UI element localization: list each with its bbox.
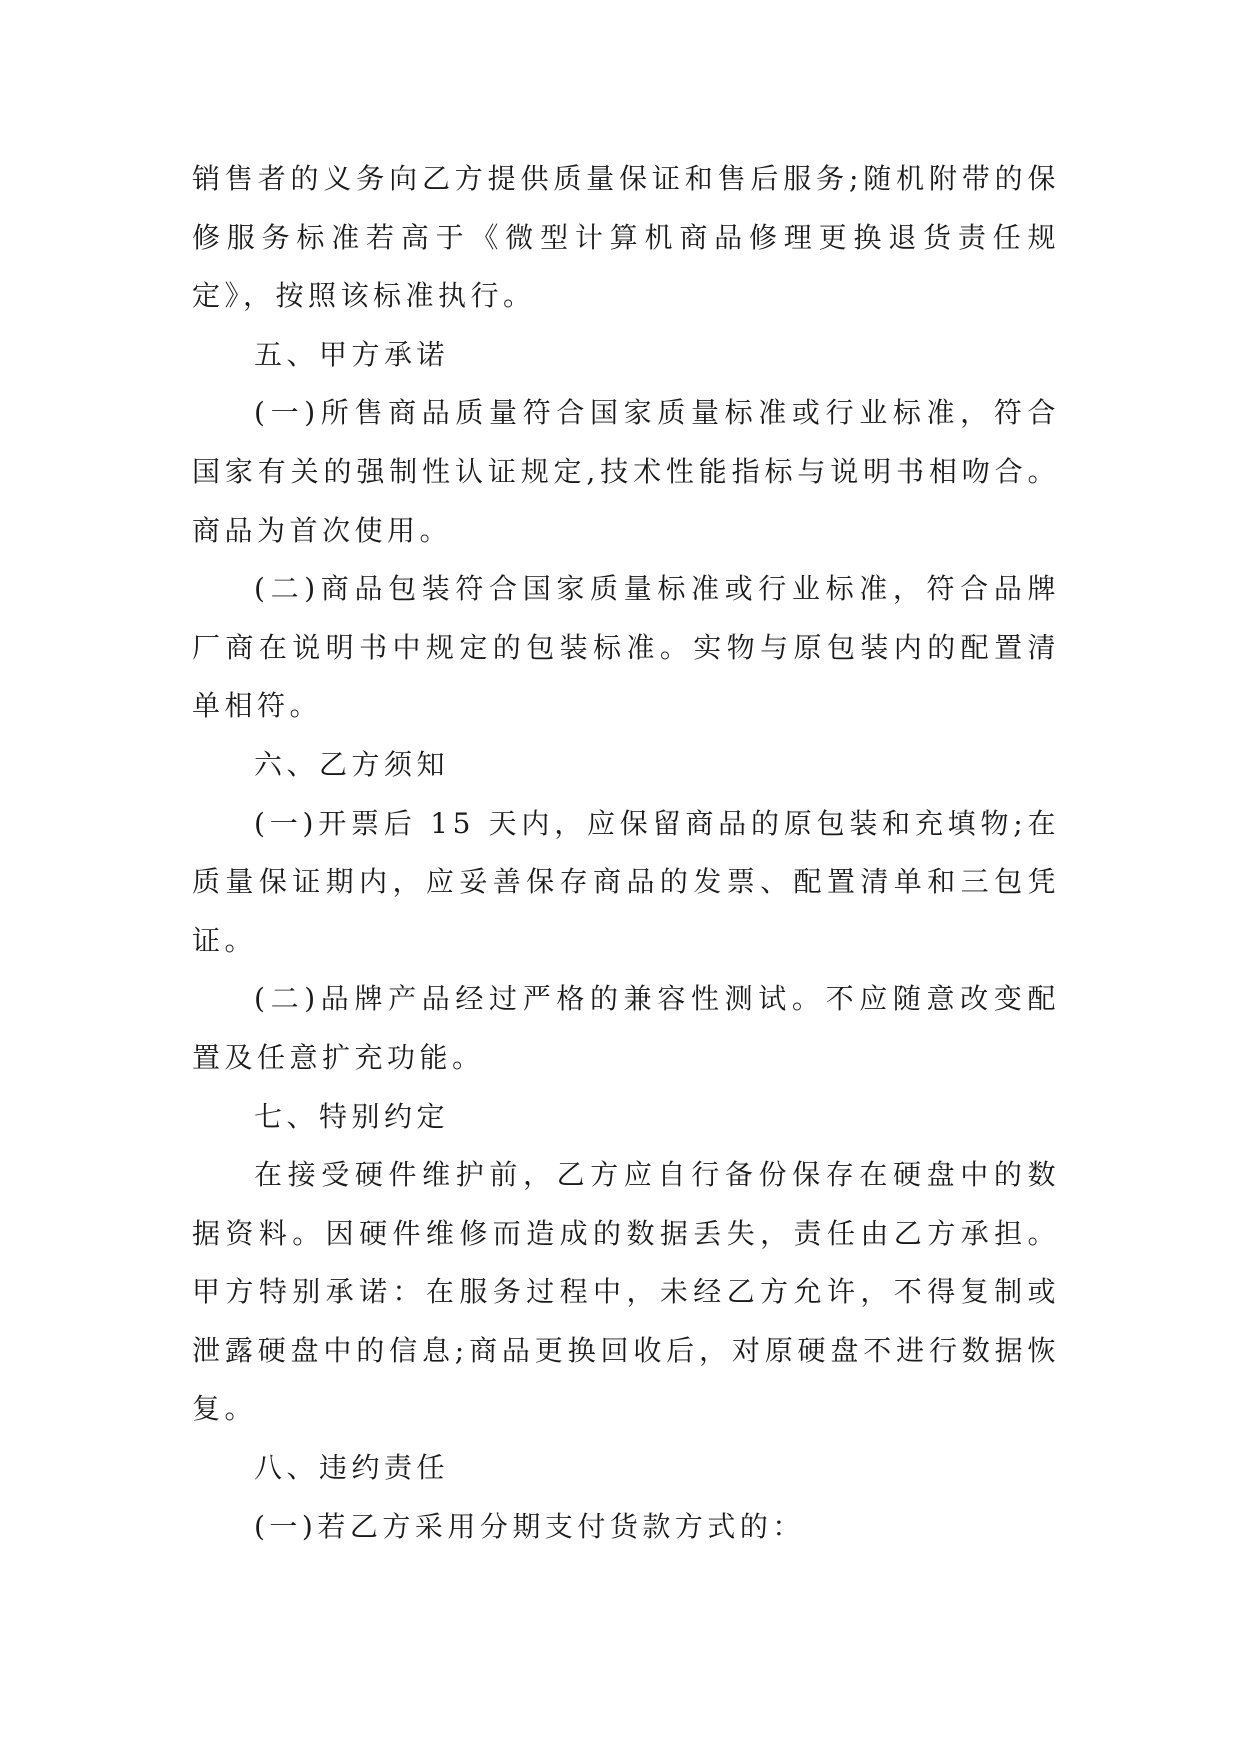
document-page bbox=[192, 150, 1060, 1556]
section-heading-liability: 八、违约责任 bbox=[254, 1451, 450, 1485]
paragraph-warranty-obligation: 销售者的义务向乙方提供质量保证和售后服务;随机附带的保修服务标准若高于《微型计算机商品修理更换退货责任规定》，按照该标准执行。 bbox=[192, 162, 1060, 313]
paragraph-compatibility: (二)品牌产品经过严格的兼容性测试。不应随意改变配置及任意扩充功能。 bbox=[192, 982, 1060, 1074]
paragraph-installment-payment: (一)若乙方采用分期支付货款方式的： bbox=[254, 1509, 805, 1543]
paragraph-data-backup: 在接受硬件维护前，乙方应自行备份保存在硬盘中的数据资料。因硬件维修而造成的数据丢失，责任由乙方承担。甲方特别承诺：在服务过程中，未经乙方允许，不得复制或泄露硬盘中的信息;商品更换回收后，对原硬盘不进行数据恢复。 bbox=[192, 1158, 1060, 1426]
section-heading-party-b-notice: 六、乙方须知 bbox=[254, 747, 450, 781]
section-heading-special-agreement: 七、特别约定 bbox=[254, 1099, 450, 1133]
paragraph-keep-packaging: (一)开票后 15 天内，应保留商品的原包装和充填物;在质量保证期内，应妥善保存商品的发票、配置清单和三包凭证。 bbox=[192, 806, 1060, 957]
paragraph-product-packaging: (二)商品包装符合国家质量标准或行业标准，符合品牌厂商在说明书中规定的包装标准。实物与原包装内的配置清单相符。 bbox=[192, 572, 1060, 723]
paragraph-product-quality: (一)所售商品质量符合国家质量标准或行业标准，符合国家有关的强制性认证规定,技术性能指标与说明书相吻合。商品为首次使用。 bbox=[192, 396, 1060, 547]
section-heading-party-a-commitment: 五、甲方承诺 bbox=[254, 337, 450, 371]
